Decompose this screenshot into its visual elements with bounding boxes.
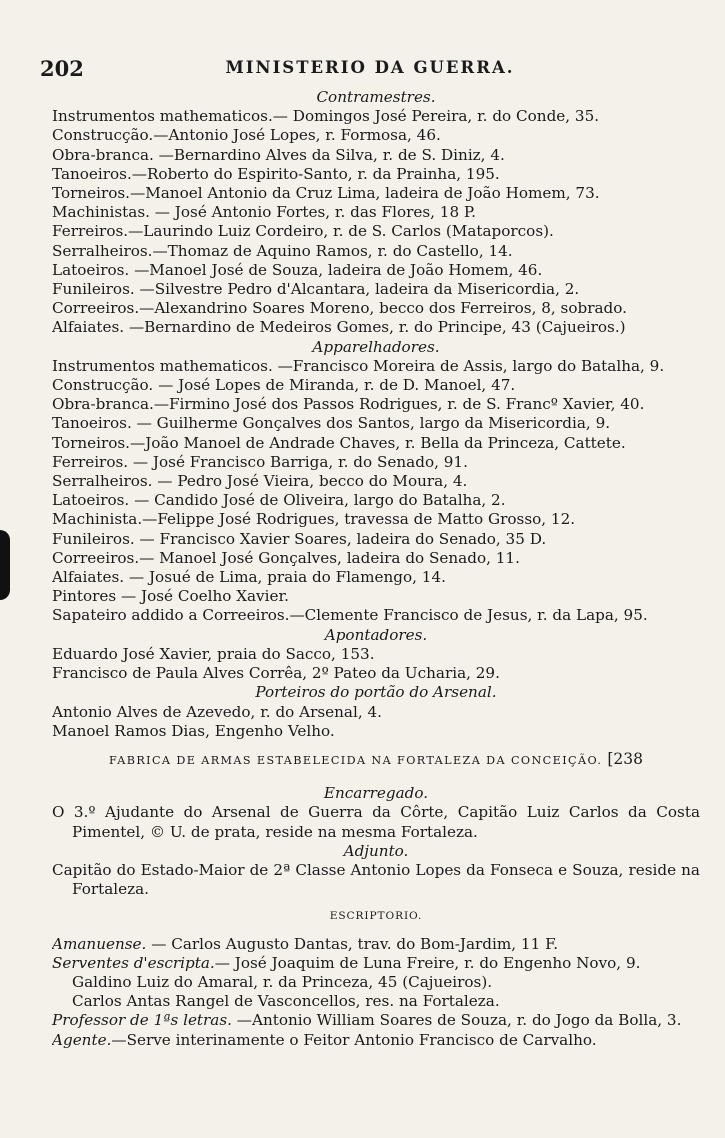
apparelhadores-list — [52, 357, 700, 626]
section-heading-porteiros: Porteiros do portão do Arsenal. — [255, 683, 497, 702]
list-item: Alfaiates. —Bernardino de Medeiros Gomes, r. do Principe, 43 (Cajueiros.) — [52, 318, 626, 337]
list-item: Ferreiros.—Laurindo Luiz Cordeiro, r. de S. Carlos (Mataporcos). — [52, 222, 554, 241]
running-title: MINISTERIO DA GUERRA. — [225, 58, 515, 77]
list-item: Ferreiros. — José Francisco Barriga, r. do Senado, 91. — [52, 452, 468, 471]
list-item: Correeiros.—Alexandrino Soares Moreno, becco dos Ferreiros, 8, sobrado. — [52, 299, 627, 318]
encarregado-heading: Encarregado. — [323, 784, 429, 803]
list-item: Machinista.—Felippe José Rodrigues, travessa de Matto Grosso, 12. — [52, 510, 576, 529]
professor-role: Professor de 1ªs letras. — [52, 1011, 232, 1030]
list-item: Tanoeiros. — Guilherme Gonçalves dos Santos, largo da Misericordia, 9. — [52, 414, 611, 433]
list-item: Torneiros.—Manoel Antonio da Cruz Lima, ladeira de João Homem, 73. — [52, 184, 600, 203]
porteiros-list — [52, 703, 700, 741]
page-number: 202 — [40, 56, 84, 81]
list-item: Manoel Ramos Dias, Engenho Velho. — [52, 721, 335, 740]
list-item: Instrumentos mathematicos. —Francisco Moreira de Assis, largo do Batalha, 9. — [52, 356, 665, 375]
servente-line: Carlos Antas Rangel de Vasconcellos, res. na Fortaleza. — [72, 992, 500, 1011]
list-item: Instrumentos mathematicos.— Domingos José Pereira, r. do Conde, 35. — [52, 107, 600, 126]
list-item: Machinistas. — José Antonio Fortes, r. das Flores, 18 P. — [52, 203, 476, 222]
list-item: Latoeiros. — Candido José de Oliveira, largo do Batalha, 2. — [52, 491, 506, 510]
list-item: Construcção.—Antonio José Lopes, r. Formosa, 46. — [52, 126, 441, 145]
section-heading-contramestres: Contramestres. — [316, 88, 436, 106]
serventes-text: — José Joaquim de Luna Freire, r. do Engenho Novo, 9. — [214, 953, 641, 972]
list-item: Obra-branca. —Bernardino Alves da Silva, r. de S. Diniz, 4. — [52, 145, 505, 164]
fabrica-title-text: FABRICA DE ARMAS ESTABELECIDA NA FORTALEZA DA CONCEIÇÃO. — [109, 753, 603, 767]
list-item: Sapateiro addido a Correeiros.—Clemente Francisco de Jesus, r. da Lapa, 95. — [52, 606, 648, 625]
list-item: Latoeiros. —Manoel José de Souza, ladeira de João Homem, 46. — [52, 260, 543, 279]
amanuense-role: Amanuense. — [52, 934, 147, 953]
list-item: Funileiros. — Francisco Xavier Soares, ladeira do Senado, 35 D. — [52, 529, 547, 548]
list-item: Tanoeiros.—Roberto do Espirito-Santo, r. da Prainha, 195. — [52, 164, 500, 183]
fabrica-section-title — [52, 750, 700, 770]
list-item: Serralheiros. — Pedro José Vieira, becco do Moura, 4. — [52, 472, 468, 491]
list-item: Serralheiros.—Thomaz de Aquino Ramos, r. do Castello, 14. — [52, 241, 513, 260]
amanuense-line — [52, 935, 700, 954]
serventes-line — [52, 954, 700, 973]
apontadores-list — [52, 645, 700, 683]
encarregado-paragraph: O 3.º Ajudante do Arsenal de Guerra da Côrte, Capitão Luiz Carlos da Costa Pimentel, © U. de prata, reside na mesma Fortaleza. — [52, 803, 700, 841]
contramestres-list — [52, 107, 700, 337]
list-item: Correeiros.— Manoel José Gonçalves, ladeira do Senado, 11. — [52, 548, 520, 567]
binding-mark — [0, 530, 10, 600]
list-item: Funileiros. —Silvestre Pedro d'Alcantara, ladeira da Misericordia, 2. — [52, 280, 580, 299]
servente-line: Galdino Luiz do Amaral, r. da Princeza, 45 (Cajueiros). — [72, 972, 493, 991]
agente-line — [52, 1031, 700, 1050]
serventes-role: Serventes d'escripta. — [52, 953, 215, 972]
list-item: Francisco de Paula Alves Corrêa, 2º Pateo da Ucharia, 29. — [52, 664, 500, 683]
list-item: Construcção. — José Lopes de Miranda, r. de D. Manoel, 47. — [52, 376, 516, 395]
list-item: Alfaiates. — Josué de Lima, praia do Flamengo, 14. — [52, 568, 446, 587]
agente-text: —Serve interinamente o Feitor Antonio Francisco de Carvalho. — [111, 1030, 597, 1049]
fabrica-section-number: [238 — [607, 749, 643, 768]
list-item: Antonio Alves de Azevedo, r. do Arsenal, 4. — [52, 702, 382, 721]
page-header — [40, 56, 700, 84]
section-heading-apontadores: Apontadores. — [324, 625, 428, 644]
adjunto-heading: Adjunto. — [343, 841, 409, 860]
section-heading-apparelhadores: Apparelhadores. — [312, 337, 440, 356]
amanuense-text: — Carlos Augusto Dantas, trav. do Bom-Jardim, 11 F. — [146, 934, 559, 953]
adjunto-paragraph: Capitão do Estado-Maior de 2ª Classe Antonio Lopes da Fonseca e Souza, reside na Fortaleza. — [52, 860, 700, 899]
list-item: Pintores — José Coelho Xavier. — [52, 587, 289, 606]
professor-line — [52, 1011, 700, 1030]
list-item: Obra-branca.—Firmino José dos Passos Rodrigues, r. de S. Francº Xavier, 40. — [52, 395, 645, 414]
escriptorio-heading: ESCRIPTORIO. — [329, 910, 423, 923]
list-item: Torneiros.—João Manoel de Andrade Chaves, r. Bella da Princeza, Cattete. — [52, 433, 626, 452]
list-item: Eduardo José Xavier, praia do Sacco, 153. — [52, 644, 375, 663]
page-body — [52, 88, 700, 1050]
agente-role: Agente. — [52, 1030, 112, 1049]
professor-text: —Antonio William Soares de Souza, r. do Jogo da Bolla, 3. — [231, 1011, 682, 1030]
